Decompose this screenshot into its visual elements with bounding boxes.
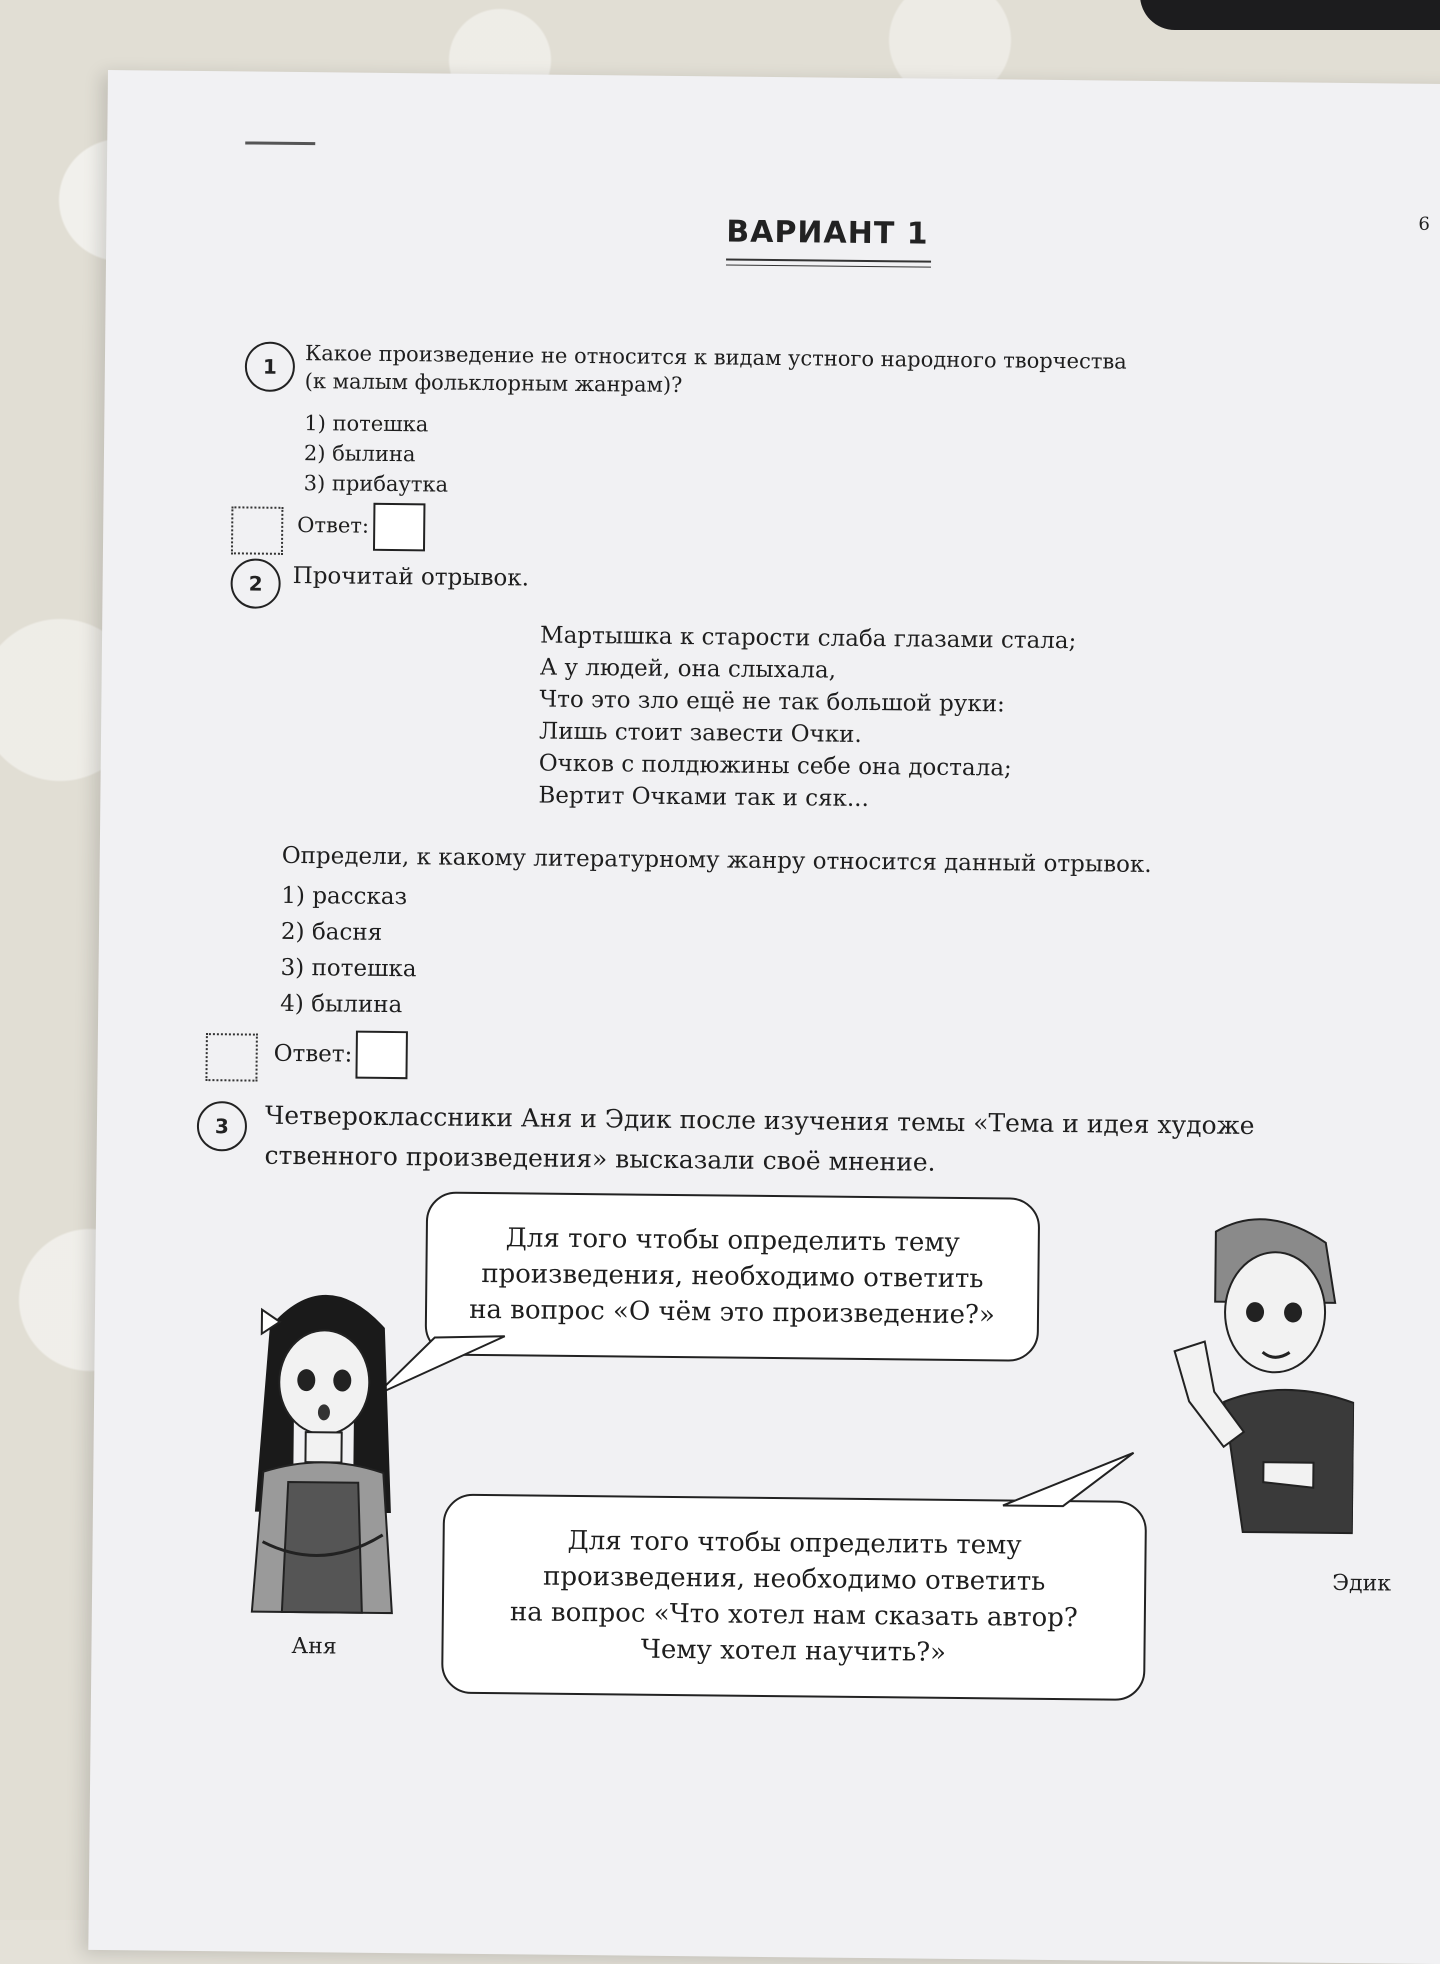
bubble-tail-edik (943, 1449, 1144, 1511)
q1-option-1: 1) потешка (304, 411, 429, 437)
bubble-line: Для того чтобы определить тему (567, 1525, 1022, 1561)
poem-line: Лишь стоит завести Очки. (538, 718, 862, 748)
speech-bubble-edik (441, 1494, 1147, 1701)
q2-option-3: 3) потешка (280, 954, 417, 983)
page-mark (245, 141, 315, 145)
q1-option-3: 3) прибаутка (303, 471, 449, 497)
dark-object (1140, 0, 1440, 30)
q2-option-1: 1) рассказ (281, 882, 408, 911)
title-underline (726, 258, 931, 267)
caption-anya: Аня (291, 1634, 337, 1660)
poem-line: Вертит Очками так и сяк... (538, 782, 870, 813)
q2-score-box (205, 1033, 257, 1082)
q2-option-4: 4) былина (280, 990, 403, 1019)
question-number-1: 1 (245, 341, 296, 392)
bubble-line: на вопрос «О чём это произведение?» (469, 1294, 996, 1331)
q1-answer-box[interactable] (373, 503, 425, 552)
q1-option-2: 2) былина (303, 441, 416, 467)
q2-poem (538, 620, 1076, 818)
poem-line: Очков с полдюжины себе она достала; (538, 750, 1012, 782)
worksheet-page (88, 70, 1440, 1964)
q2-option-2: 2) басня (280, 918, 383, 946)
q2-question: Определи, к какому литературному жанру относится данный отрывок. (281, 842, 1152, 878)
bubble-line: Для того чтобы определить тему (505, 1223, 960, 1258)
q1-score-box (231, 506, 283, 555)
bubble-line: Чему хотел научить?» (640, 1634, 947, 1668)
edik-illustration (1152, 1211, 1356, 1573)
q3-prompt-line1: Четвероклассники Аня и Эдик после изучения темы «Тема и идея художе (264, 1100, 1255, 1141)
q3-prompt-line2: ственного произведения» высказали своё мнение. (264, 1140, 936, 1177)
q1-prompt-line1: Какое произведение не относится к видам устного народного творчества (304, 341, 1127, 374)
bubble-line: на вопрос «Что хотел нам сказать автор? (509, 1597, 1078, 1634)
caption-edik: Эдик (1332, 1570, 1392, 1597)
question-number-2: 2 (230, 558, 281, 609)
bubble-line: произведения, необходимо ответить (481, 1258, 984, 1295)
poem-line: Что это зло ещё не так большой руки: (539, 686, 1005, 718)
question-number-3: 3 (197, 1101, 248, 1152)
bubble-line: произведения, необходимо ответить (542, 1561, 1046, 1597)
q2-prompt: Прочитай отрывок. (292, 562, 530, 592)
q1-answer-label: Ответ: (297, 513, 370, 538)
page-number: 6 (1418, 213, 1431, 235)
poem-line: Мартышка к старости слаба глазами стала; (539, 622, 1077, 655)
q2-answer-box[interactable] (355, 1031, 407, 1080)
q2-answer-label: Ответ: (273, 1040, 353, 1068)
page-title: ВАРИАНТ 1 (726, 214, 929, 252)
anya-illustration (232, 1271, 416, 1633)
poem-line: А у людей, она слыхала, (539, 654, 837, 684)
q1-prompt-line2: (к малым фольклорным жанрам)? (304, 369, 683, 398)
speech-bubble-anya (425, 1191, 1041, 1361)
